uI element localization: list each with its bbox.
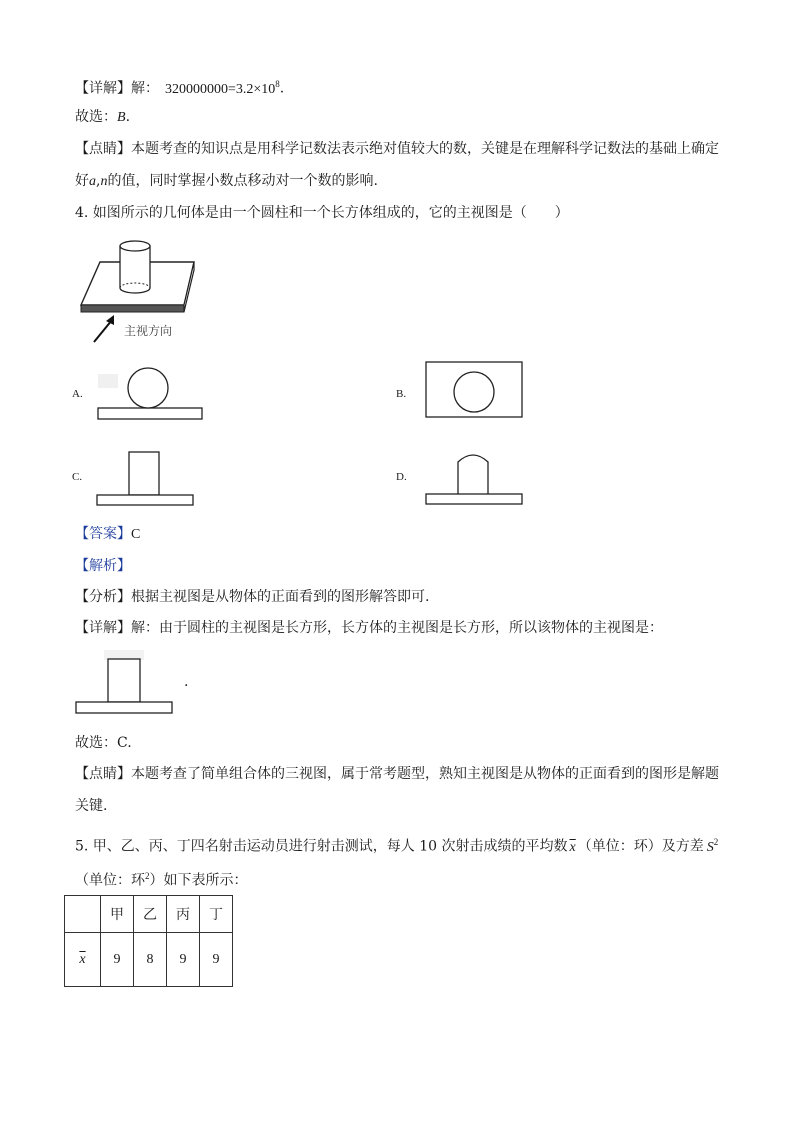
table-cell: 9 <box>200 933 233 987</box>
cylinder-top <box>120 241 150 251</box>
q5-stem-line2 <box>75 866 248 891</box>
base-rect <box>426 494 522 504</box>
mean-symbol: $\overline{x}$ <box>79 952 86 967</box>
plate-front <box>81 305 184 312</box>
q4-analysis-line <box>75 587 429 607</box>
comment-tag: 【点睛】 <box>75 766 131 782</box>
cylinder-body <box>120 246 150 288</box>
table-header-cell: 丙 <box>167 896 200 933</box>
comment-tag: 【点睛】 <box>75 141 131 157</box>
q5-variance-exp: 2 <box>713 837 719 847</box>
q5-mean-symbol: $\overline{x}$ <box>569 839 576 855</box>
q3-comment-line1 <box>75 139 719 159</box>
table-cell: 8 <box>134 933 167 987</box>
table-cell: 9 <box>167 933 200 987</box>
comment-var-n: n <box>100 174 108 189</box>
option-d-figure[interactable] <box>425 450 525 510</box>
q4-answer-line <box>75 524 140 545</box>
q5-line2-exp: 2 <box>145 871 150 881</box>
q5-stem-b: （单位：环）及方差 <box>577 838 704 855</box>
detail-suffix: . <box>279 80 285 97</box>
scores-table <box>64 895 233 987</box>
choice-prefix: 故选： <box>75 109 117 125</box>
option-a-label[interactable]: A. <box>72 388 83 400</box>
q3-choice-line <box>75 107 130 128</box>
comment-text1: 本题考查了简单组合体的三视图，属于常考题型，熟知主视图是从物体的正面看到的图形是解题 <box>131 766 719 782</box>
q4-solid-figure <box>72 232 212 347</box>
solution-figure-dot: . <box>184 674 189 690</box>
table-header-cell: 丁 <box>200 896 233 933</box>
answer-tag: 【答案】 <box>75 526 131 542</box>
analysis-text: 根据主视图是从物体的正面看到的图形解答即可. <box>131 589 430 605</box>
answer-value: C <box>131 527 141 542</box>
dome-shape <box>458 455 488 494</box>
table-header-cell: 甲 <box>101 896 134 933</box>
q4-comment-line2: 关键. <box>75 798 108 814</box>
base-rect <box>97 495 193 505</box>
table-row <box>65 933 233 987</box>
comment-var-a: a <box>89 174 96 189</box>
comment-text2a: 好 <box>75 173 89 189</box>
detail-exponent: 8 <box>275 79 280 89</box>
q5-line2-a: （单位：环 <box>75 872 145 889</box>
q5-line2-b: ）如下表所示： <box>149 872 248 889</box>
comment-text1: 本题考查的知识点是用科学记数法表示绝对值较大的数，关键是在理解科学记数法的基础上确定 <box>131 141 719 157</box>
option-c-label[interactable]: C. <box>72 471 83 483</box>
comment-comma: , <box>96 173 101 189</box>
q4-detail-line <box>75 618 663 638</box>
choice-suffix: . <box>125 109 131 125</box>
column-rect <box>129 452 159 495</box>
detail-equation: 320000000=3.2×10 <box>165 81 276 97</box>
option-a-figure[interactable] <box>90 360 210 420</box>
detail-tag: 【详解】 <box>75 620 131 636</box>
table-header-cell <box>65 896 101 933</box>
q4-stem: 4. 如图所示的几何体是由一个圆柱和一个长方体组成的，它的主视图是（ ） <box>75 205 569 221</box>
column-rect <box>108 659 140 702</box>
option-c-figure[interactable] <box>96 450 196 510</box>
option-b-figure[interactable] <box>425 361 525 421</box>
q4-comment-line1 <box>75 764 719 784</box>
option-d-label[interactable]: D. <box>396 471 407 483</box>
comment-text2b: 的值，同时掌握小数点移动对一个数的影响. <box>107 173 378 189</box>
view-direction-caption: 主视方向 <box>124 324 173 338</box>
table-cell: 9 <box>101 933 134 987</box>
circle-shape <box>454 372 494 412</box>
view-direction-arrow <box>94 320 112 342</box>
detail-tag: 【详解】 <box>75 80 131 97</box>
q5-stem-line1 <box>75 832 718 858</box>
q3-detail-line <box>75 74 284 100</box>
detail-prefix: 解： <box>131 80 159 97</box>
circle-shape <box>128 368 168 408</box>
analysis-tag: 【分析】 <box>75 589 131 605</box>
table-header-row <box>65 896 233 933</box>
table-row-label <box>65 933 101 987</box>
base-rect <box>76 702 172 713</box>
option-b-label[interactable]: B. <box>396 388 407 400</box>
q3-comment-line2 <box>75 171 378 192</box>
table-header-cell: 乙 <box>134 896 167 933</box>
q4-choice-line: 故选：C. <box>75 735 132 751</box>
detail-text: 解：由于圆柱的主视图是长方形，长方体的主视图是长方形，所以该物体的主视图是： <box>131 620 663 636</box>
analysis-title: 【解析】 <box>75 558 131 574</box>
q5-stem-a: 5. 甲、乙、丙、丁四名射击运动员进行射击测试，每人 10 次射击成绩的平均数 <box>75 838 568 855</box>
choice-answer: B <box>117 110 126 125</box>
q5-variance-symbol: S <box>706 839 714 855</box>
